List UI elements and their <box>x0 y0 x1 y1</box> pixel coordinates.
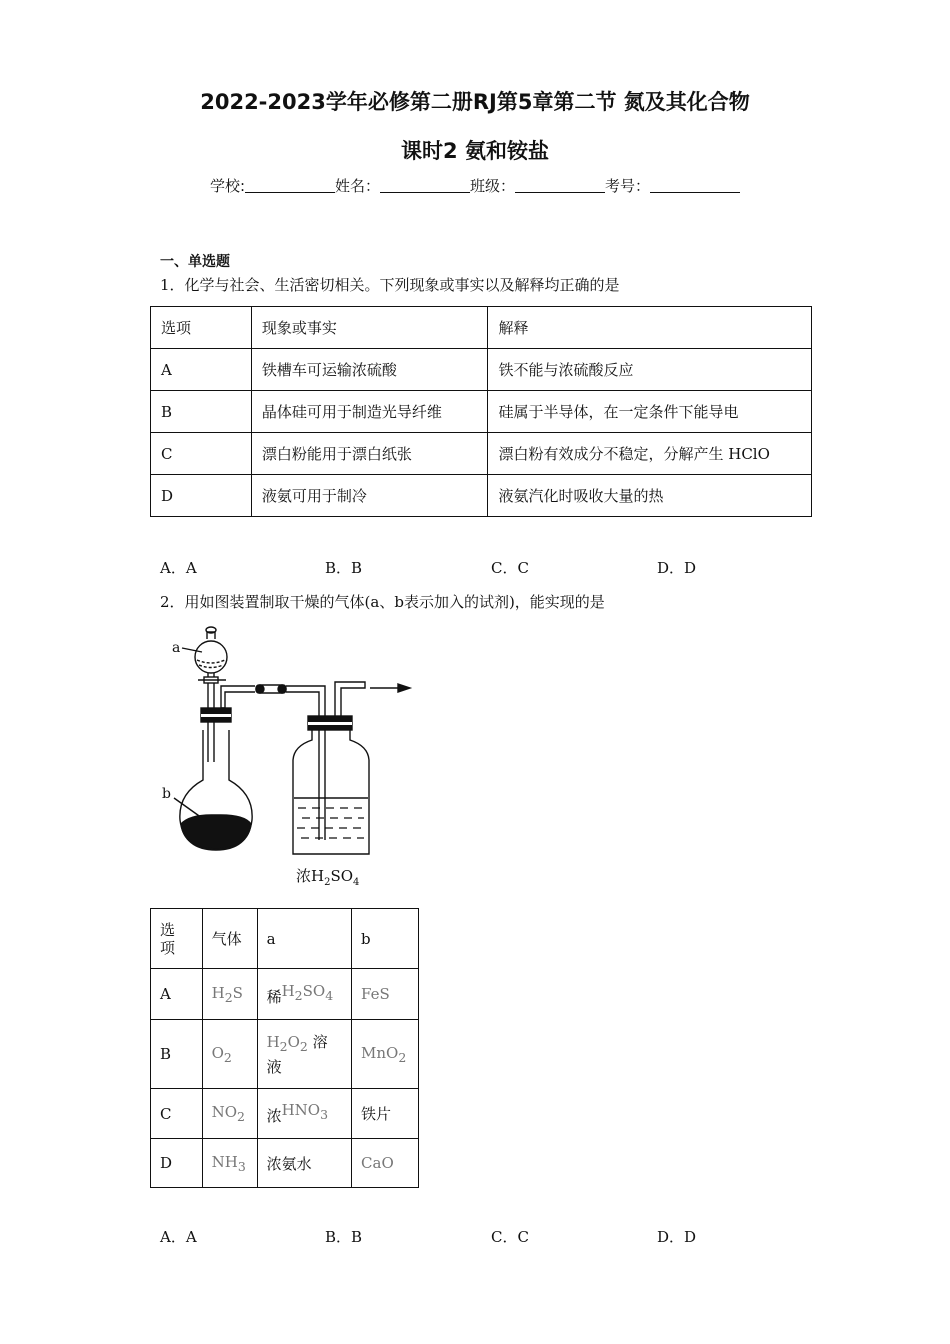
label-a-leader <box>182 648 202 652</box>
cell-gas: $H_2S$ <box>202 969 257 1020</box>
cell-b: FeS <box>352 969 419 1020</box>
option-c[interactable]: C．C <box>491 559 529 577</box>
table-row <box>151 1089 419 1139</box>
cell-a: 浓氨水 <box>257 1139 351 1188</box>
header-explanation: 解释 <box>488 307 812 349</box>
question-2-stem: 2．用如图装置制取干燥的气体(a、b表示加入的试剂)，能实现的是 <box>160 593 605 611</box>
cell-phenomenon: 漂白粉能用于漂白纸张 <box>251 433 488 475</box>
question-2-table <box>150 908 419 1188</box>
header-option: 选 项 <box>151 909 203 969</box>
table-row <box>151 391 812 433</box>
name-blank[interactable] <box>380 178 470 193</box>
header-b: b <box>352 909 419 969</box>
title-line-2: 课时2 氨和铵盐 <box>401 139 549 163</box>
header-option: 选项 <box>151 307 252 349</box>
cell-explanation: 铁不能与浓硫酸反应 <box>488 349 812 391</box>
option-a[interactable]: A．A <box>160 559 197 577</box>
label-b-leader <box>174 798 202 818</box>
header-phenomenon: 现象或事实 <box>251 307 488 349</box>
cell-b: 铁片 <box>352 1089 419 1139</box>
exam-number-label: 考号： <box>605 177 651 195</box>
exam-number-blank[interactable] <box>650 178 740 193</box>
class-label: 班级： <box>470 177 516 195</box>
option-c[interactable]: C．C <box>491 1228 529 1246</box>
cell-option: B <box>151 391 252 433</box>
table-row <box>151 1020 419 1089</box>
cell-phenomenon: 铁槽车可运输浓硫酸 <box>251 349 488 391</box>
gas-apparatus-diagram <box>160 622 430 890</box>
table-row <box>151 475 812 517</box>
option-d[interactable]: D．D <box>657 559 697 577</box>
table-row <box>151 433 812 475</box>
cell-a: 稀$H_2SO_4$ <box>257 969 351 1020</box>
cell-explanation: 硅属于半导体，在一定条件下能导电 <box>488 391 812 433</box>
title-line-1: 2022-2023学年必修第二册RJ第5章第二节 氮及其化合物 <box>200 90 750 114</box>
cell-b: CaO <box>352 1139 419 1188</box>
option-a[interactable]: A．A <box>160 1228 197 1246</box>
cell-option: A <box>151 969 203 1020</box>
separatory-funnel <box>195 627 227 762</box>
liquid-h2so4 <box>297 808 366 838</box>
cell-b: MnO$_2$ <box>352 1020 419 1089</box>
option-d[interactable]: D．D <box>657 1228 697 1246</box>
cell-explanation: 漂白粉有效成分不稳定，分解产生 HClO <box>488 433 812 475</box>
gas-outlet-arrow <box>370 684 410 692</box>
cell-gas: $NO_2$ <box>202 1089 257 1139</box>
question-1-stem: 1．化学与社会、生活密切相关。下列现象或事实以及解释均正确的是 <box>160 276 620 294</box>
cell-a: 浓$HNO_3$ <box>257 1089 351 1139</box>
table-row <box>151 1139 419 1188</box>
option-b[interactable]: B．B <box>325 1228 363 1246</box>
cell-explanation: 液氨汽化时吸收大量的热 <box>488 475 812 517</box>
cell-option: D <box>151 1139 203 1188</box>
cell-option: A <box>151 349 252 391</box>
class-blank[interactable] <box>515 178 605 193</box>
cell-option: C <box>151 433 252 475</box>
reagent-label: 浓$H_2SO_4$ <box>296 867 360 888</box>
section-title: 一、单选题 <box>160 254 230 270</box>
label-b: b <box>162 786 171 802</box>
cell-option: B <box>151 1020 203 1089</box>
cell-phenomenon: 晶体硅可用于制造光导纤维 <box>251 391 488 433</box>
cell-gas: $NH_3$ <box>202 1139 257 1188</box>
table-row <box>151 349 812 391</box>
header-a: a <box>257 909 351 969</box>
name-label: 姓名： <box>335 177 381 195</box>
cell-option: C <box>151 1089 203 1139</box>
cell-option: D <box>151 475 252 517</box>
question-1-table <box>150 306 812 517</box>
student-info-row <box>0 175 950 196</box>
school-label: 学校: <box>209 177 245 195</box>
cell-phenomenon: 液氨可用于制冷 <box>251 475 488 517</box>
label-a: a <box>172 640 181 656</box>
cell-a: $H_2O_2$ 溶 液 <box>257 1020 351 1089</box>
solid-reagent-b <box>181 815 251 849</box>
header-gas: 气体 <box>202 909 257 969</box>
option-b[interactable]: B．B <box>325 559 363 577</box>
table-row <box>151 969 419 1020</box>
school-blank[interactable] <box>245 178 335 193</box>
table-header-row <box>151 307 812 349</box>
cell-gas: $O_2$ <box>202 1020 257 1089</box>
table-header-row <box>151 909 419 969</box>
